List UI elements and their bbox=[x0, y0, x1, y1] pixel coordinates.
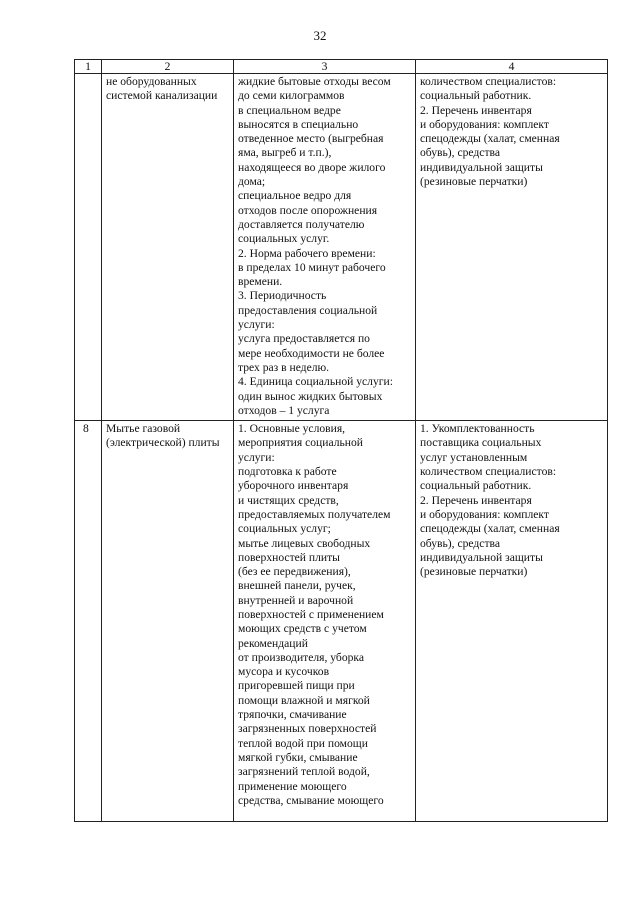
cell-text-line: социальный работник. bbox=[420, 89, 532, 103]
cell-text-line: моющих средств с учетом bbox=[238, 622, 367, 636]
service-conditions-cell bbox=[234, 421, 416, 822]
cell-text-line: внутренней и варочной bbox=[238, 593, 354, 607]
cell-text-line: количеством специалистов: bbox=[420, 75, 557, 88]
cell-text-line: индивидуальной защиты bbox=[420, 160, 543, 174]
cell-text-line: поверхностей с применением bbox=[238, 607, 384, 621]
cell-text-line: Мытье газовой bbox=[106, 422, 181, 436]
cell-text-line: мытье лицевых свободных bbox=[238, 536, 371, 550]
cell-text-line: дома; bbox=[238, 175, 266, 189]
cell-text-line: услуги: bbox=[238, 450, 275, 464]
cell-text-line: 3. Периодичность bbox=[238, 289, 327, 303]
cell-text-line: отходов – 1 услуга bbox=[238, 403, 330, 417]
cell-text-line: мягкой губки, смывание bbox=[238, 750, 358, 764]
cell-text-line: социальный работник. bbox=[420, 479, 532, 493]
cell-text-line: загрязнений теплой водой, bbox=[238, 765, 370, 779]
service-requirements-cell bbox=[416, 74, 608, 421]
cell-text-line: спецодежды (халат, сменная bbox=[420, 522, 560, 536]
cell-text-line: специальное ведро для bbox=[238, 189, 352, 203]
cell-text-line: мероприятия социальной bbox=[238, 436, 363, 450]
column-header-2: 2 bbox=[102, 60, 234, 74]
cell-text-line: социальных услуг; bbox=[238, 522, 331, 536]
cell-text-line: 1. Основные условия, bbox=[238, 422, 346, 436]
cell-text-line: 2. Норма рабочего времени: bbox=[238, 246, 376, 260]
cell-text-line: обувь), средства bbox=[420, 536, 500, 550]
service-conditions-cell bbox=[234, 74, 416, 421]
cell-text-line: социальных услуг. bbox=[238, 232, 330, 246]
cell-text-line: предоставляемых получателем bbox=[238, 507, 391, 521]
service-name-cell bbox=[102, 421, 234, 822]
cell-text-line: загрязненных поверхностей bbox=[238, 722, 377, 736]
cell-text-line: 4. Единица социальной услуги: bbox=[238, 375, 393, 389]
cell-text-line: индивидуальной защиты bbox=[420, 550, 543, 564]
services-table bbox=[74, 59, 608, 822]
column-header-3: 3 bbox=[234, 60, 416, 74]
cell-text-line: мере необходимости не более bbox=[238, 346, 385, 360]
cell-text-line: помощи влажной и мягкой bbox=[238, 693, 370, 707]
cell-text-line: спецодежды (халат, сменная bbox=[420, 132, 560, 146]
cell-text-line: яма, выгреб и т.п.), bbox=[238, 146, 332, 160]
cell-text-line: от производителя, уборка bbox=[238, 650, 365, 664]
cell-text-line: времени. bbox=[238, 275, 283, 289]
cell-text-line: 1. Укомплектованность bbox=[420, 422, 535, 436]
cell-text-line: выносятся в специально bbox=[238, 117, 359, 131]
cell-text-line: доставляется получателю bbox=[238, 217, 365, 231]
cell-text-line: до семи килограммов bbox=[238, 89, 345, 103]
service-name-cell bbox=[102, 74, 234, 421]
cell-text-line: (электрической) плиты bbox=[106, 436, 220, 450]
row-number-cell: 8 bbox=[75, 421, 102, 822]
cell-text-line: подготовка к работе bbox=[238, 465, 337, 479]
cell-text-line: трех раз в неделю. bbox=[238, 360, 330, 374]
cell-text-line: и чистящих средств, bbox=[238, 493, 339, 507]
page-number: 32 bbox=[313, 28, 327, 43]
cell-text-line: и оборудования: комплект bbox=[420, 507, 549, 521]
cell-text-line: применение моющего bbox=[238, 779, 347, 793]
column-header-1: 1 bbox=[75, 60, 102, 74]
table-row bbox=[75, 74, 608, 421]
cell-text-line: теплой водой при помощи bbox=[238, 736, 368, 750]
cell-text-line: системой канализации bbox=[106, 89, 218, 103]
row-number-cell bbox=[75, 74, 102, 421]
cell-text-line: внешней панели, ручек, bbox=[238, 579, 356, 593]
cell-text-line: предоставления социальной bbox=[238, 303, 378, 317]
cell-text-line: услуга предоставляется по bbox=[238, 332, 370, 346]
cell-text-line: тряпочки, смачивание bbox=[238, 708, 347, 722]
cell-text-line: уборочного инвентаря bbox=[238, 479, 349, 493]
cell-text-line: услуг установленным bbox=[420, 450, 528, 464]
cell-text-line: один вынос жидких бытовых bbox=[238, 389, 383, 403]
cell-text-line: отведенное место (выгребная bbox=[238, 132, 384, 146]
cell-text-line: 2. Перечень инвентаря bbox=[420, 493, 532, 507]
column-header-4: 4 bbox=[416, 60, 608, 74]
table-header-row bbox=[75, 60, 608, 74]
cell-text-line: жидкие бытовые отходы весом bbox=[238, 75, 391, 88]
cell-text-line: (резиновые перчатки) bbox=[420, 175, 528, 189]
cell-text-line: (резиновые перчатки) bbox=[420, 565, 528, 579]
cell-text-line: в пределах 10 минут рабочего bbox=[238, 260, 386, 274]
cell-text-line: (без ее передвижения), bbox=[238, 565, 351, 579]
cell-text-line: и оборудования: комплект bbox=[420, 117, 549, 131]
cell-text-line: мусора и кусочков bbox=[238, 665, 330, 679]
cell-text-line: в специальном ведре bbox=[238, 103, 341, 117]
service-requirements-cell bbox=[416, 421, 608, 822]
cell-text-line: поставщика социальных bbox=[420, 436, 542, 450]
cell-text-line: количеством специалистов: bbox=[420, 465, 557, 479]
cell-text-line: средства, смывание моющего bbox=[238, 793, 384, 807]
cell-text-line: 2. Перечень инвентаря bbox=[420, 103, 532, 117]
cell-text-line: услуги: bbox=[238, 318, 275, 332]
cell-text-line: обувь), средства bbox=[420, 146, 500, 160]
cell-text-line: рекомендаций bbox=[238, 636, 308, 650]
cell-text-line: не оборудованных bbox=[106, 75, 197, 88]
cell-text-line: находящееся во дворе жилого bbox=[238, 160, 386, 174]
table-row bbox=[75, 421, 608, 822]
cell-text-line: пригоревшей пищи при bbox=[238, 679, 355, 693]
cell-text-line: отходов после опорожнения bbox=[238, 203, 378, 217]
cell-text-line: поверхностей плиты bbox=[238, 550, 340, 564]
